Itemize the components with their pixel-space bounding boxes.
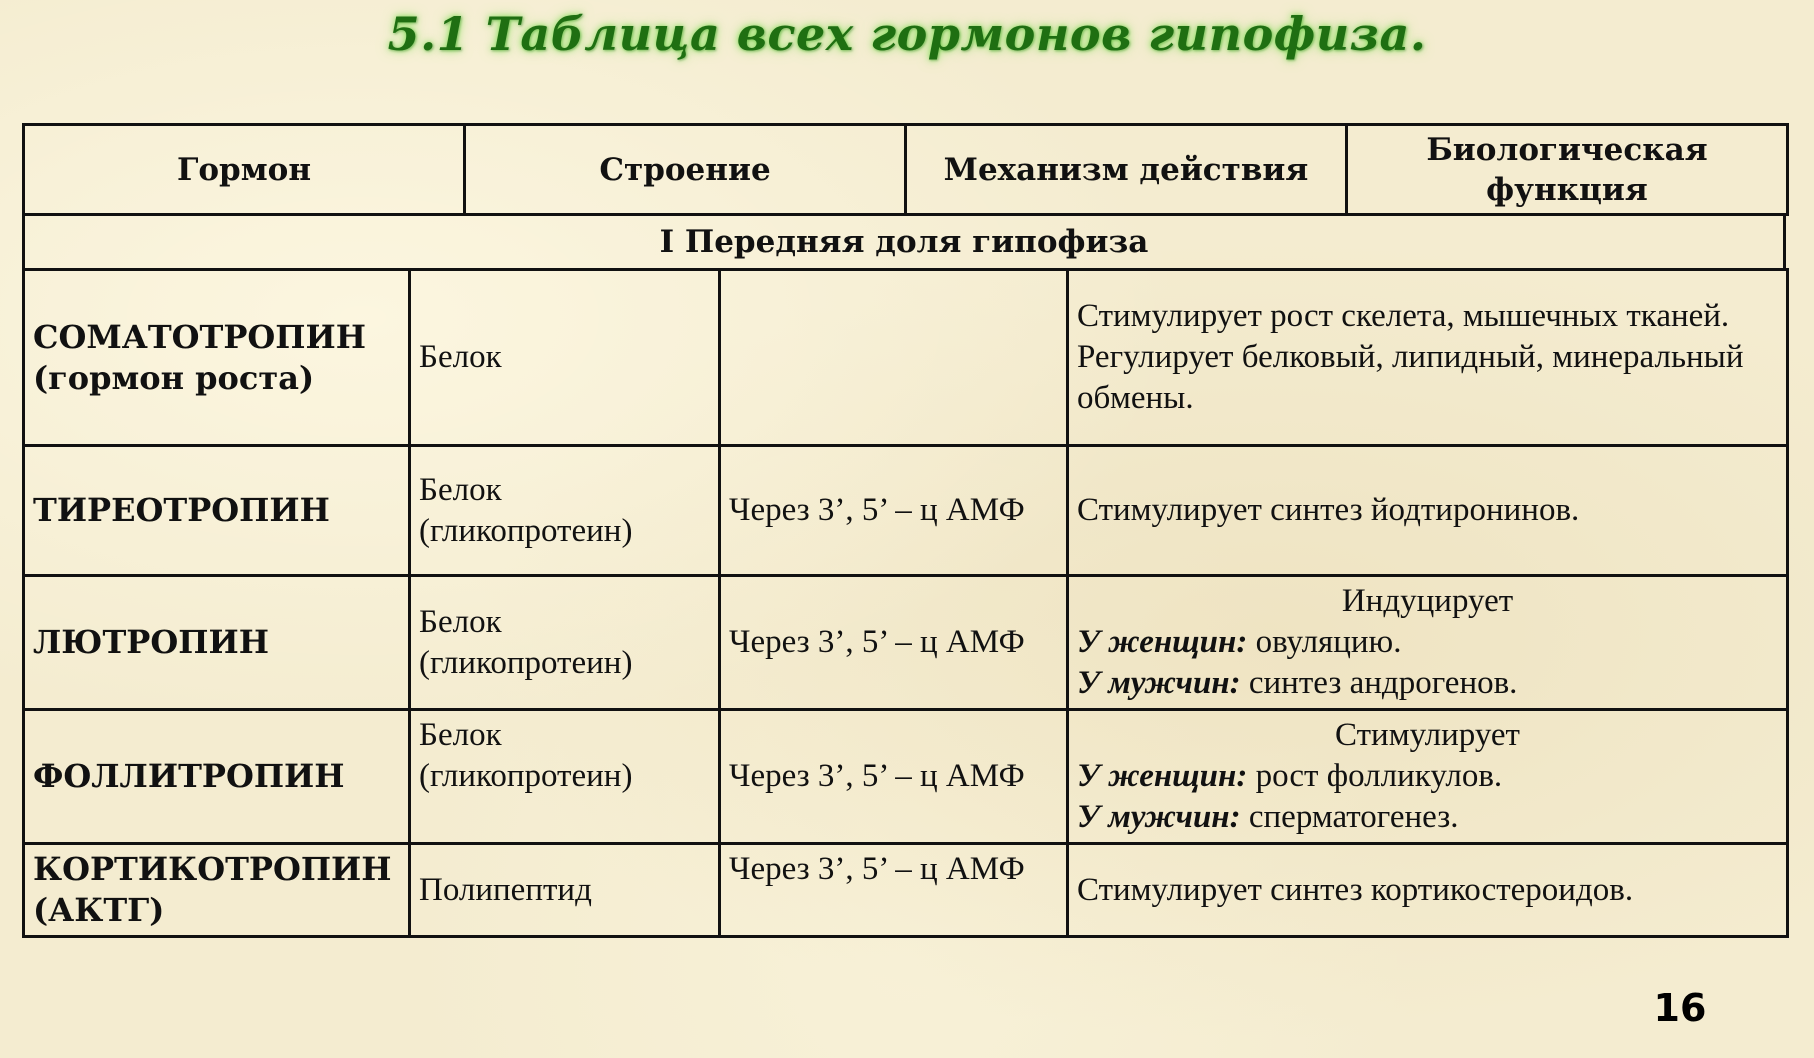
mechanism-text: Через 3’, 5’ – ц АМФ [729,851,1025,887]
structure-cell [410,844,720,937]
mechanism-text: Через 3’, 5’ – ц АМФ [729,624,1025,660]
mechanism-cell [720,576,1068,710]
table-row [24,446,1788,576]
structure-line: Белок [419,603,502,640]
function-cell [1068,844,1788,937]
mechanism-cell [720,844,1068,937]
hormones-table [22,268,1789,938]
hormone-name-line: (АКТГ) [33,891,165,929]
function-text: рост фолликулов. [1255,758,1503,794]
function-text: Стимулирует рост скелета, мышечных тканей. [1077,298,1730,334]
function-cell [1068,270,1788,446]
hormone-cell [24,270,410,446]
hormone-cell [24,844,410,937]
structure-line: (гликопротеин) [419,644,633,681]
hormone-name-line: (гормон роста) [33,358,315,397]
mechanism-cell [720,270,1068,446]
function-line [1077,490,1778,531]
header-cell-structure: Строение [465,125,906,215]
function-lead: Стимулирует [1335,717,1520,753]
function-cell [1068,446,1788,576]
hormone-cell [24,446,410,576]
structure-cell [410,446,720,576]
function-cell [1068,710,1788,844]
hormone-name-line: КОРТИКОТРОПИН [33,850,392,888]
hormone-name-line: ТИРЕОТРОПИН [33,491,330,529]
structure-cell [410,576,720,710]
structure-line: Белок [419,339,502,375]
function-line [1077,797,1778,838]
function-gender-label: У мужчин: [1077,799,1241,835]
table-header [22,123,1789,216]
header-cell-function: Биологическая функция [1347,125,1788,215]
structure-line: Белок [419,471,502,508]
table-row [24,844,1788,937]
function-line [1077,870,1778,911]
function-line [1077,663,1778,704]
function-line [1077,296,1778,337]
page-title: 5.1 Таблица всех гормонов гипофиза. [387,7,1427,61]
function-text: Стимулирует синтез кортикостероидов. [1077,871,1634,908]
hormone-name-line: СОМАТОТРОПИН [33,317,366,356]
mechanism-text: Через 3’, 5’ – ц АМФ [729,492,1025,528]
header-cell-mechanism: Механизм действия [906,125,1347,215]
header-cell-hormone: Гормон [24,125,465,215]
header-row [24,125,1788,215]
function-gender-label: У мужчин: [1077,665,1241,701]
table-row [24,576,1788,710]
hormone-cell [24,710,410,844]
structure-line: Полипептид [419,871,592,908]
hormone-name-line: ФОЛЛИТРОПИН [33,757,345,795]
structure-line: (гликопротеин) [419,512,633,549]
function-gender-label: У женщин: [1077,624,1248,660]
table-row [24,270,1788,446]
function-cell [1068,576,1788,710]
function-line [1077,337,1778,419]
function-line [1077,622,1778,663]
structure-cell [410,710,720,844]
mechanism-cell [720,446,1068,576]
function-text: синтез андрогенов. [1248,665,1518,701]
mechanism-cell [720,710,1068,844]
page-number: 16 [1653,986,1707,1030]
function-text: овуляцию. [1255,624,1402,660]
function-text: сперматогенез. [1248,799,1459,835]
function-line [1077,756,1778,797]
structure-line: Белок [419,717,502,753]
structure-cell [410,270,720,446]
hormone-cell [24,576,410,710]
table-row [24,710,1788,844]
function-lead: Индуцирует [1341,583,1514,619]
structure-line: (гликопротеин) [419,758,633,794]
function-text: Регулирует белковый, липидный, минеральный обмены. [1077,339,1744,416]
function-text: Стимулирует синтез йодтиронинов. [1077,492,1580,528]
function-gender-label: У женщин: [1077,758,1248,794]
hormone-name-line: ЛЮТРОПИН [33,623,269,661]
mechanism-text: Через 3’, 5’ – ц АМФ [729,758,1025,794]
section-heading: I Передняя доля гипофиза [22,216,1786,268]
